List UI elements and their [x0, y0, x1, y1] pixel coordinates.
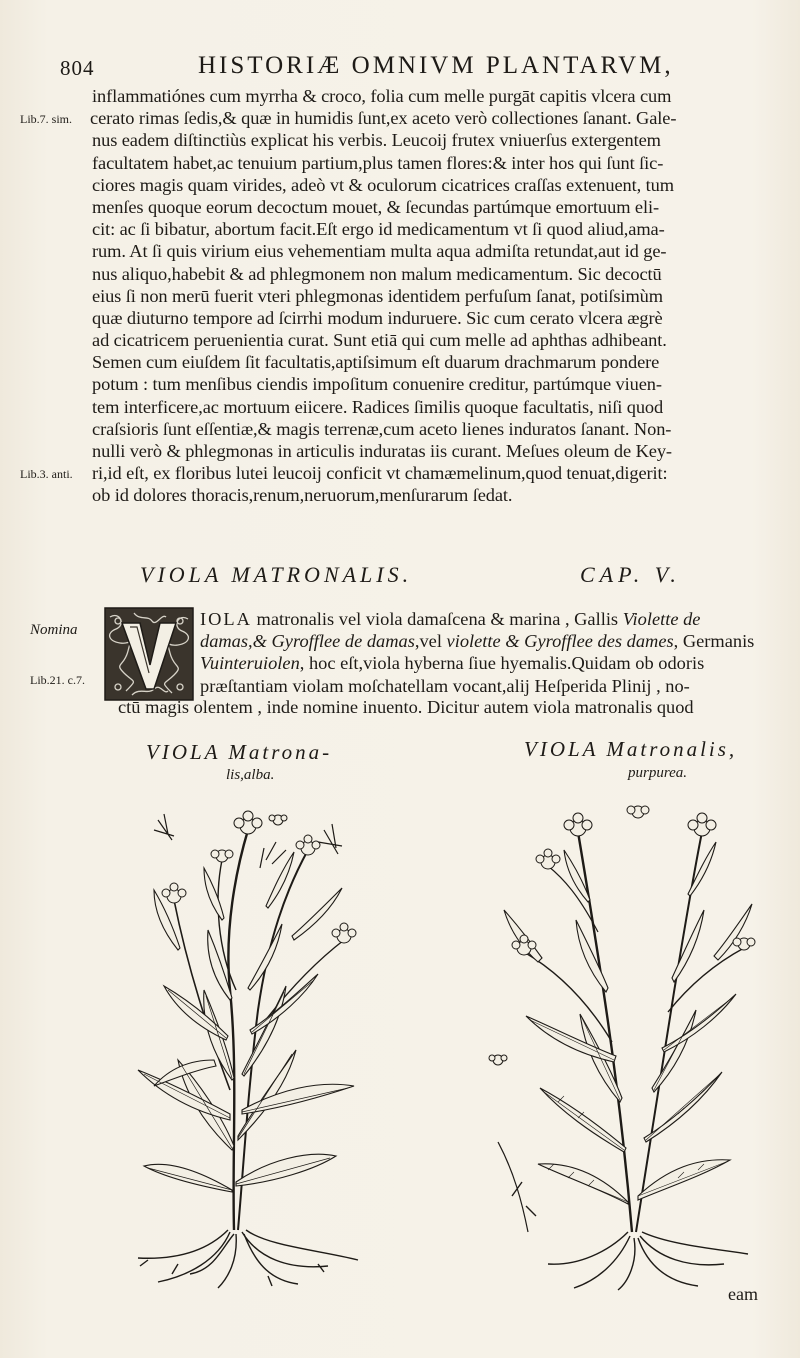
intro-opening-word: IOLA — [200, 609, 252, 629]
margin-note-nomina: Nomina — [30, 622, 78, 638]
margin-note-lib7: Lib.7. sim. — [20, 112, 73, 126]
chapter-title: VIOLA MATRONALIS. — [140, 562, 413, 587]
text-line: facultatem habet,ac tenuium partium,plus tamen flores:& inter hos qui ſunt ſic- — [92, 152, 664, 173]
text-line: quæ diuturno tempore ad ſcirrhi modum induruere. Sic cum cerato vlcera ægrè — [92, 307, 663, 328]
right-figure-caption — [524, 737, 737, 762]
decorated-initial-v — [104, 607, 194, 701]
page-number: 804 — [60, 56, 95, 80]
caption-text: lis,alba. — [226, 767, 275, 783]
text-line: nus aliquo,habebit & ad phlegmonem non malum medicamentum. Sic decoctū — [92, 263, 662, 284]
purple-dames-violet-woodcut — [478, 792, 758, 1292]
text-line: rum. At ſi quis virium eius vehementiam multa aqua admiſta retundat,aut id ge- — [92, 241, 667, 262]
text-line: potum : tum menſibus ciendis impoſitum conuenire creditur, partúmque viuen- — [92, 374, 662, 395]
intro-text: ,vel — [414, 631, 447, 652]
left-figure-caption-line2 — [226, 766, 274, 784]
french-name: violette & Gyrofflee des dames — [446, 631, 674, 652]
caption-text: VIOLA Matrona- — [146, 740, 333, 764]
text-line: ri,id eſt, ex floribus lutei leucoij conficit vt chamæmelinum,quod tenuat,digerit: — [92, 463, 668, 484]
intro-line-2 — [200, 630, 780, 652]
text-line: nulli verò & phlegmonas in articulis induratas iis curant. Meſues oleum de Key- — [92, 441, 672, 461]
chapter-intro — [200, 608, 780, 697]
chapter-number: CAP. V. — [580, 562, 681, 587]
left-figure-caption — [146, 740, 332, 765]
text-line: craſsioris ſunt eſſentiæ,& magis terrenæ,cum aceto lienes induratos ſanant. Non- — [92, 418, 672, 439]
intro-line-1 — [200, 608, 780, 630]
german-name: Vuinteruiolen — [200, 653, 300, 674]
margin-note-lib3: Lib.3. anti. — [20, 467, 73, 481]
text-line: cerato rimas ſedis,& quæ in humidis ſunt,ex aceto verò collectiones ſanant. Gale- — [90, 108, 677, 129]
chapter-heading — [140, 562, 760, 592]
catchword: eam — [728, 1284, 758, 1304]
text-line: Semen cum eiuſdem ſit facultatis,aptiſsimum eſt duarum drachmarum pondere — [92, 352, 660, 373]
text-line: cit: ac ſi bibatur, abortum facit.Eſt ergo id medicamentum vt ſi quod aliud,ama- — [92, 219, 665, 240]
body-text — [92, 85, 792, 507]
intro-line-3 — [200, 652, 780, 674]
intro-line-4: præſtantiam violam moſchatellam vocant,alij Heſperida Plinij , no- — [200, 675, 690, 696]
white-dames-violet-woodcut — [118, 790, 378, 1290]
intro-text: , hoc eſt,viola hyberna ſiue hyemalis.Quidam ob odoris — [299, 653, 705, 674]
text-line: nus eadem diſtinctiùs explicat his verbis. Leucoij frutex vniuerſus extergentem — [92, 130, 661, 151]
margin-note-lib21: Lib.21. c.7. — [30, 673, 85, 687]
caption-text: VIOLA Matronalis, — [524, 737, 738, 761]
text-line: ob id dolores thoracis,renum,neruorum,menſurarum ſedat. — [92, 485, 513, 506]
text-line: ciores magis quam virides, adeò vt & oculorum cicatrices craſſas extenuent, tum — [92, 174, 674, 195]
caption-text: purpurea. — [628, 765, 688, 781]
intro-line-5: ctū magis olentem , inde nomine inuento. Dicitur autem viola matronalis quod — [118, 697, 694, 717]
running-title: HISTORIÆ OMNIVM PLANTARVM, — [198, 52, 674, 79]
text-line: tem interficere,ac mortuum eiicere. Radices ſimilis quoque facultatis, niſi quod — [92, 396, 664, 417]
text-line: eius ſi non merū fuerit vteri phlegmonas identidem perfuſum ſanat, potiſsimùm — [92, 285, 663, 306]
text-line: inflammatiónes cum myrrha & croco, folia cum melle purgāt capitis vlcera cum — [92, 86, 672, 106]
text-line: menſes quoque eorum decoctum mouet, & ſecundas partúmque emortuum eli- — [92, 196, 660, 217]
french-name: Violette de — [622, 609, 701, 629]
text-line: ad cicatricem peruenientia curat. Sunt etiā qui cum melle ad aphthas adhibeant. — [92, 330, 667, 351]
intro-text: , Germanis — [673, 631, 755, 652]
page-header — [60, 52, 700, 84]
right-figure-caption-line2 — [628, 764, 687, 782]
intro-text: matronalis vel viola damaſcena & marina , Gallis — [251, 609, 623, 629]
french-name: damas,& Gyrofflee de damas — [200, 631, 415, 652]
